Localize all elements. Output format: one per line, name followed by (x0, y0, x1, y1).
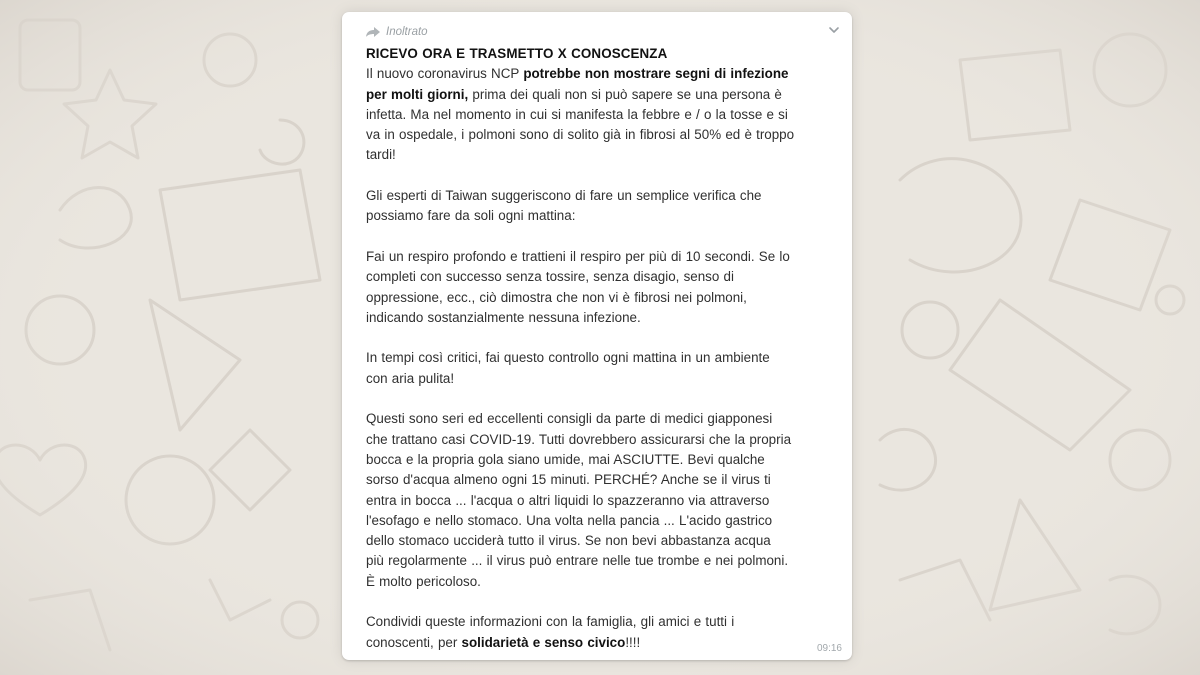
forward-arrow-icon (366, 27, 380, 37)
emphasis-text: solidarietà e senso civico (461, 634, 626, 650)
message-line: dello stomaco ucciderà tutto il virus. Se non bevi abbastanza acqua (366, 533, 771, 549)
message-line: Fai un respiro profondo e trattieni il respiro per più di 10 secondi. Se lo (366, 248, 790, 264)
message-line: Questi sono seri ed eccellenti consigli da parte di medici giapponesi (366, 411, 773, 427)
message-line: che trattano casi COVID-19. Tutti dovrebbero assicurarsi che la propria (366, 431, 792, 447)
message-line: va in ospedale, i polmoni sono di solito già in fibrosi al 50% ed è troppo (366, 127, 795, 143)
message-line: tardi! (366, 147, 396, 163)
message-text (366, 44, 838, 653)
emphasis-text: potrebbe non mostrare segni di infezione (523, 66, 789, 82)
emphasis-text: per molti giorni, (366, 86, 469, 102)
message-title: RICEVO ORA E TRASMETTO X CONOSCENZA (366, 46, 668, 61)
message-line: Condividi queste informazioni con la famiglia, gli amici e tutti i (366, 614, 735, 630)
message-line: l'esofago e nello stomaco. Una volta nella pancia ... L'acido gastrico (366, 512, 773, 528)
message-line: indicando sostanzialmente nessuna infezione. (366, 309, 641, 325)
message-line: In tempi così critici, fai questo controllo ogni mattina in un ambiente (366, 350, 770, 366)
message-line: Gli esperti di Taiwan suggeriscono di fare un semplice verifica che (366, 188, 762, 204)
message-bubble[interactable] (342, 12, 852, 660)
message-line: sorso d'acqua almeno ogni 15 minuti. PERCHÉ? Anche se il virus ti (366, 472, 771, 488)
message-line: entra in bocca ... l'acqua o altri liquidi lo spazzeranno via attraverso (366, 492, 770, 508)
message-line: Il nuovo coronavirus NCP potrebbe non mostrare segni di infezione (366, 66, 789, 82)
forwarded-indicator (366, 24, 838, 40)
message-line: per molti giorni, prima dei quali non si può sapere se una persona è (366, 86, 782, 102)
message-line: oppressione, ecc., ciò dimostra che non vi è fibrosi nei polmoni, (366, 289, 747, 305)
message-line: conoscenti, per solidarietà e senso civico!!!! (366, 634, 641, 650)
message-line: È molto pericoloso. (366, 573, 481, 589)
message-line: bocca e la propria gola siano umide, mai ASCIUTTE. Bevi qualche (366, 451, 765, 467)
message-line: più regolarmente ... il virus può entrare nelle tue trombe e nei polmoni. (366, 553, 789, 569)
forwarded-label: Inoltrato (386, 26, 428, 38)
message-timestamp: 09:16 (816, 643, 842, 654)
message-line: possiamo fare da soli ogni mattina: (366, 208, 576, 224)
message-line: completi con successo senza tossire, senza disagio, senso di (366, 269, 734, 285)
message-line: con aria pulita! (366, 370, 455, 386)
chevron-down-icon[interactable] (828, 24, 840, 36)
message-line: infetta. Ma nel momento in cui si manifesta la febbre e / o la tosse e si (366, 106, 788, 122)
